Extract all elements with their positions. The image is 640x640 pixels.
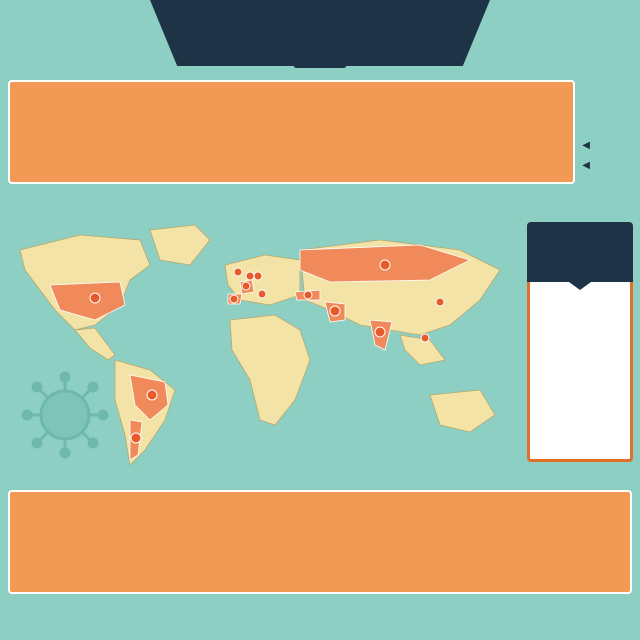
map-pin-5 <box>234 268 242 276</box>
map-pin-15 <box>330 306 340 316</box>
map-pin-13 <box>246 272 254 280</box>
bottom-countries-panel <box>8 490 632 594</box>
map-pin-3 <box>147 390 157 400</box>
map-pin-9 <box>258 290 266 298</box>
map-greenland <box>150 225 210 265</box>
virus-icon <box>20 370 110 460</box>
map-pin-8 <box>304 291 312 299</box>
top-countries-panel <box>8 80 575 184</box>
deaths-arrow-icon: ◀ <box>582 160 590 171</box>
map-pin-14 <box>421 334 429 342</box>
map-pin-7 <box>380 260 390 270</box>
map-pin-12 <box>436 298 444 306</box>
cases-arrow-icon: ◀ <box>582 140 590 151</box>
map-pin-1 <box>90 293 100 303</box>
isna-tag <box>294 52 346 68</box>
logo <box>6 4 50 44</box>
map-central-america <box>75 328 115 360</box>
map-pin-11 <box>131 433 141 443</box>
map-pin-6 <box>254 272 262 280</box>
map-pin-4 <box>242 282 250 290</box>
global-stats-panel <box>527 222 633 462</box>
map-pin-10 <box>230 295 238 303</box>
map-africa <box>230 315 310 425</box>
map-pin-2 <box>375 327 385 337</box>
map-australia <box>430 390 495 432</box>
global-stats-heading <box>527 222 633 282</box>
